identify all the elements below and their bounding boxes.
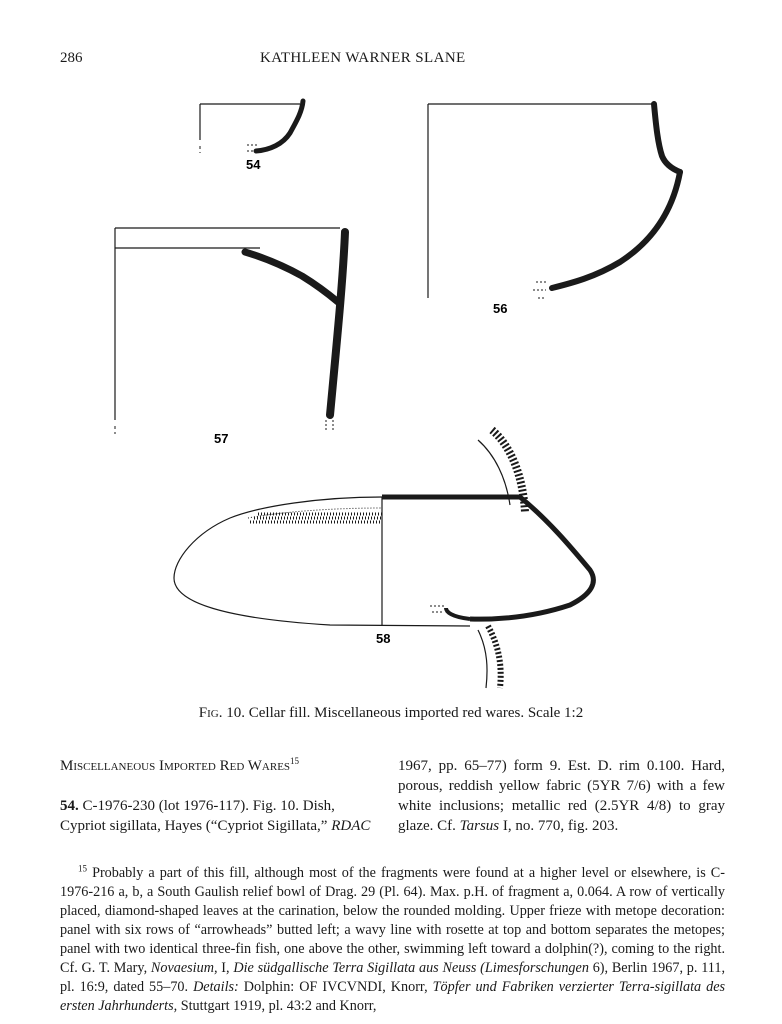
entry-number: 54. [60,798,79,814]
entry-line2: Cypriot sigillata, Hayes (“Cypriot Sigillata,” [60,818,328,834]
footnote-text-1: Probably a part of this fill, although most of the fragments were found at a higher level or elsewhere, is C-1976-216 a, b, a South Gaulish relief bowl of Drag. 29 (Pl. 64). Max. p.H. of fragment a, 0.064. A row of vertically placed, diamond-shaped leaves at the carination, below the rounded molding. Upper frieze with metope decoration: panel with six rows of “arrowheads” butted left; a wavy line with rosette at top and bottom separates the metopes; panel with two identical three-fin fish, one above the other, swimming left toward a dolphin(?), coming to the right. Cf. G. T. Mary, [60,865,725,976]
entry-journal: RDAC [331,818,371,834]
fig-label-57: 57 [214,431,229,446]
entry-line1: C-1976-230 (lot 1976-117). Fig. 10. Dish, [82,798,335,814]
footnote-text-4: Dolphin: OF IVCVNDI, Knorr, [243,979,428,995]
profile-56 [428,104,680,298]
footnote-italic-3: Details: [193,979,239,995]
left-column [60,756,390,836]
profile-57 [115,228,345,434]
entry-continuation: 1967, pp. 65–77) form 9. Est. D. rim 0.100. Hard, porous, reddish yellow fabric (5YR 7/6) with a few white inclusions; metallic red (2.5YR 4/8) to gray glaze. Cf. [398,758,725,834]
section-heading [60,756,390,776]
footnote-text-5: Stuttgart 1919, pl. 43:2 and Knorr, [180,998,377,1014]
footnote-italic-2: Die südgallische Terra Sigillata aus Neuss (Limesforschungen [233,960,589,976]
footnote-ref: 15 [290,756,300,766]
entry-ref-end: I, no. 770, fig. 203. [502,818,619,834]
profile-58 [174,430,593,688]
caption-prefix: Fig. [198,705,223,721]
fig-label-54: 54 [246,157,261,172]
footnote-italic-4: Töpfer und Fabriken verzierter Terra-sigillata des ersten Jahrhunderts, [60,979,726,1014]
section-heading-text: Miscellaneous Imported Red Wares [60,758,291,774]
profile-54 [200,101,303,153]
footnote-15 [60,864,725,1016]
caption-text: 10. Cellar fill. Miscellaneous imported red wares. Scale 1:2 [226,705,584,721]
footnote-text-3: 6), Berlin 1967, p. 111, pl. 16:9, dated 55–70. [60,960,725,995]
footnote-text-2: I, [221,960,230,976]
page-number: 286 [60,50,83,66]
catalog-entry-start [60,796,390,836]
footnote-marker: 15 [78,863,87,874]
fig-label-56: 56 [493,301,508,316]
right-column [398,756,725,836]
running-head: KATHLEEN WARNER SLANE [260,50,466,66]
figure-caption [0,705,782,722]
fig-label-58: 58 [376,631,391,646]
footnote-italic-1: Novaesium, [150,960,218,976]
entry-ref-title: Tarsus [459,818,500,834]
